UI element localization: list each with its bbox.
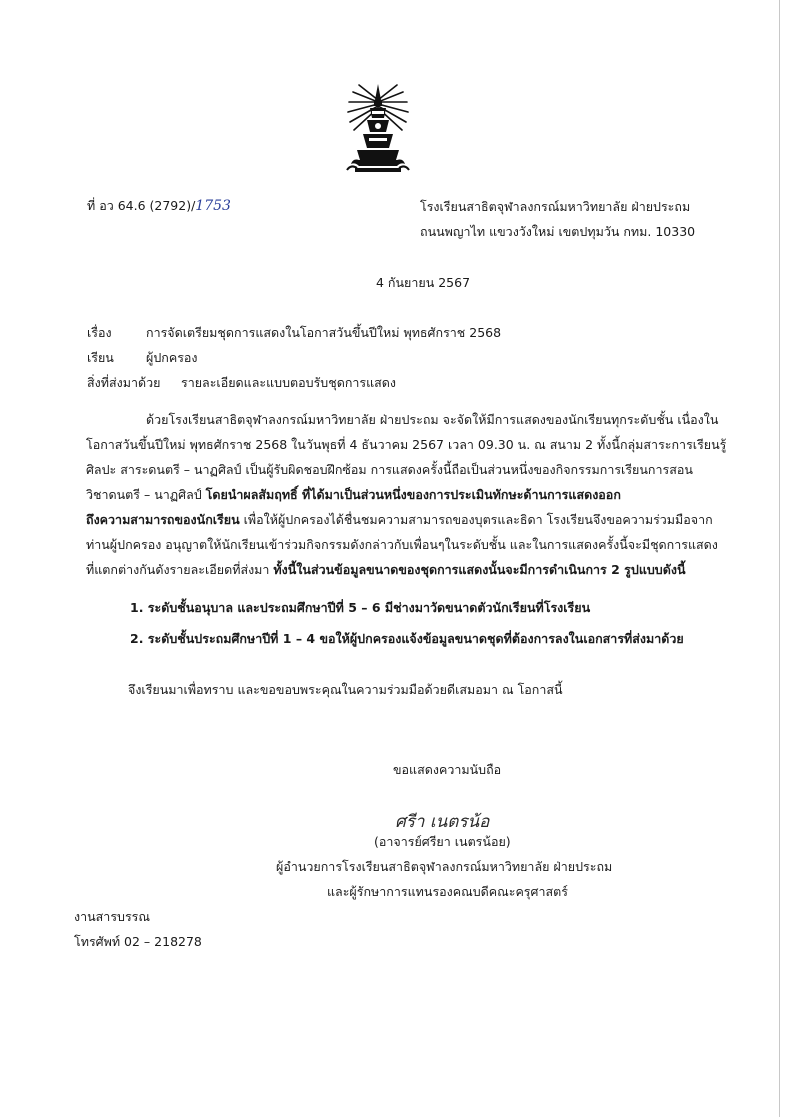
regards: ขอแสดงความนับถือ bbox=[393, 762, 502, 777]
signer-title-1: ผู้อำนวยการโรงเรียนสาธิตจุฬาลงกรณ์มหาวิทยาลัย ฝ่ายประถม bbox=[276, 859, 613, 874]
reference-handwritten: 1753 bbox=[195, 198, 231, 214]
subject-label: เรื่อง bbox=[87, 325, 112, 340]
handwritten-signature: ศรีา เนตรน้อ bbox=[395, 812, 490, 832]
closing-sentence: จึงเรียนมาเพื่อทราบ และขอขอบพระคุณในความร่วมมือด้วยดีเสมอมา ณ โอกาสนี้ bbox=[128, 682, 563, 697]
reference-number-text: ที่ อว 64.6 (2792)/ bbox=[87, 198, 196, 213]
enclosure-label: สิ่งที่ส่งมาด้วย bbox=[87, 375, 161, 390]
body-line-3: ศิลปะ สาระดนตรี – นาฏศิลป์ เป็นผู้รับผิดชอบฝึกซ้อม การแสดงครั้งนี้ถือเป็นส่วนหนึ่งของกิจกรรมการเรียนการสอน bbox=[86, 462, 693, 477]
body-line-4-plain: วิชาดนตรี – นาฏศิลป์ bbox=[86, 487, 206, 502]
body-line-5-plain: เพื่อให้ผู้ปกครองได้ชื่นชมความสามารถของบุตรและธิดา โรงเรียนจึงขอความร่วมมือจาก bbox=[239, 512, 713, 527]
footer-department: งานสารบรรณ bbox=[74, 909, 150, 924]
signer-title-2: และผู้รักษาการแทนรองคณบดีคณะครุศาสตร์ bbox=[327, 884, 568, 899]
to-text: ผู้ปกครอง bbox=[146, 350, 198, 365]
body-line-7-plain: ที่แตกต่างกันดังรายละเอียดที่ส่งมา bbox=[86, 562, 274, 577]
reference-number bbox=[87, 198, 231, 214]
list-item-1: 1. ระดับชั้นอนุบาล และประถมศึกษาปีที่ 5 – 6 มีช่างมาวัดขนาดตัวนักเรียนที่โรงเรียน bbox=[130, 600, 591, 615]
body-line-4 bbox=[86, 487, 682, 503]
list-item-2: 2. ระดับชั้นประถมศึกษาปีที่ 1 – 4 ขอให้ผู้ปกครองแจ้งข้อมูลขนาดชุดที่ต้องการลงในเอกสารที่ส่งมาด้วย bbox=[130, 631, 684, 646]
school-address: ถนนพญาไท แขวงวังใหม่ เขตปทุมวัน กทม. 10330 bbox=[420, 224, 696, 239]
body-line-7 bbox=[86, 562, 686, 578]
signer-name: (อาจารย์ศรียา เนตรน้อย) bbox=[374, 834, 511, 849]
school-name: โรงเรียนสาธิตจุฬาลงกรณ์มหาวิทยาลัย ฝ่ายประถม bbox=[420, 199, 691, 214]
body-line-5-bold: ถึงความสามารถของนักเรียน bbox=[86, 512, 240, 527]
to-label: เรียน bbox=[87, 350, 114, 365]
body-line-4-bold: โดยนำผลสัมฤทธิ์ ที่ได้มาเป็นส่วนหนึ่งของการประเมินทักษะด้านการแสดงออก bbox=[205, 487, 621, 502]
body-line-5 bbox=[86, 512, 713, 528]
crest-emblem bbox=[343, 80, 413, 180]
enclosure-text: รายละเอียดและแบบตอบรับชุดการแสดง bbox=[181, 375, 397, 390]
footer-phone: โทรศัพท์ 02 – 218278 bbox=[74, 934, 202, 949]
body-line-7-bold: ทั้งนี้ในส่วนข้อมูลขนาดของชุดการแสดงนั้นจะมีการดำเนินการ 2 รูปแบบดังนี้ bbox=[273, 562, 686, 577]
body-line-1: ด้วยโรงเรียนสาธิตจุฬาลงกรณ์มหาวิทยาลัย ฝ่ายประถม จะจัดให้มีการแสดงของนักเรียนทุกระดับชั้น เนื่องใน bbox=[146, 412, 719, 427]
letter-date: 4 กันยายน 2567 bbox=[376, 275, 471, 290]
body-line-6: ท่านผู้ปกครอง อนุญาตให้นักเรียนเข้าร่วมกิจกรรมดังกล่าวกับเพื่อนๆในระดับชั้น และในการแสดงครั้งนี้จะมีชุดการแสดง bbox=[86, 537, 718, 552]
subject-text: การจัดเตรียมชุดการแสดงในโอกาสวันขึ้นปีใหม่ พุทธศักราช 2568 bbox=[146, 325, 502, 340]
body-line-2: โอกาสวันขึ้นปีใหม่ พุทธศักราช 2568 ในวันพุธที่ 4 ธันวาคม 2567 เวลา 09.30 น. ณ สนาม 2 ทั้งนี้กลุ่มสาระการเรียนรู้ bbox=[86, 437, 727, 452]
